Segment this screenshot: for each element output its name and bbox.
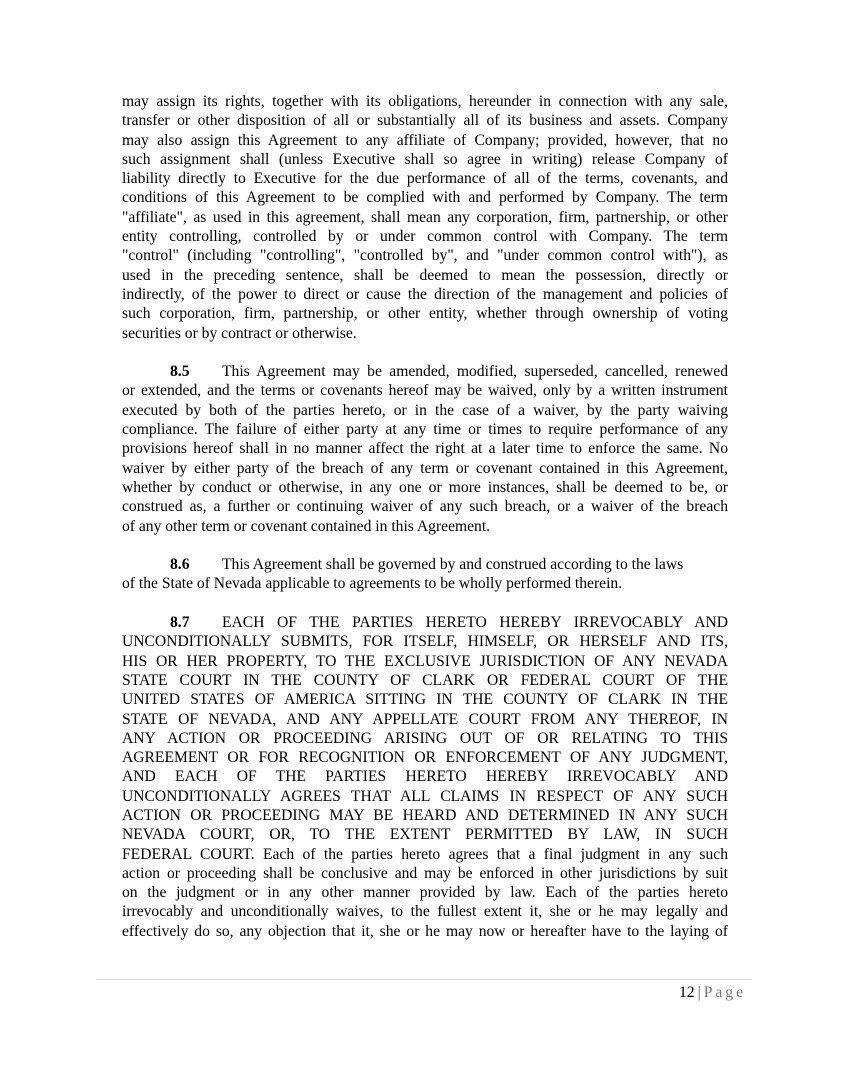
line-text: AND EACH OF THE PARTIES HERETO HEREBY IRREVOCABLY AND [122, 768, 728, 786]
section-8-5 [122, 362, 728, 536]
line-text: may assign its rights, together with its obligations, hereunder in connection with any sale, [122, 93, 728, 110]
text-line [122, 401, 728, 420]
line-text: action or proceeding shall be conclusive and may be enforced in other jurisdictions by suit [122, 864, 728, 882]
line-text: securities or by contract or otherwise. [122, 324, 357, 342]
text-line [122, 845, 728, 864]
text-line [122, 304, 728, 323]
line-text: of any other term or covenant contained in this Agreement. [122, 517, 491, 535]
text-line [122, 864, 728, 883]
document-body [122, 92, 728, 960]
text-line [122, 92, 728, 111]
text-line [122, 517, 728, 536]
line-text: used in the preceding sentence, shall be deemed to mean the possession, directly or [122, 266, 728, 284]
text-line [122, 574, 728, 593]
footer-divider [96, 979, 752, 980]
text-line [122, 478, 728, 497]
text-line [122, 787, 728, 806]
text-line [122, 111, 728, 130]
line-text: This Agreement shall be governed by and construed according to the laws [222, 556, 684, 574]
text-line [122, 266, 728, 285]
line-text: effectively do so, any objection that it, she or he may now or hereafter have to the laying of [122, 922, 728, 940]
line-text: EACH OF THE PARTIES HERETO HEREBY IRREVOCABLY AND [222, 614, 728, 632]
text-line [122, 497, 728, 516]
section-8-7 [122, 613, 728, 941]
text-line [122, 767, 728, 786]
page-label: Page [703, 984, 746, 1001]
text-line [122, 285, 728, 304]
line-text: UNCONDITIONALLY AGREES THAT ALL CLAIMS IN RESPECT OF ANY SUCH [122, 787, 728, 805]
line-text: waiver by either party of the breach of any term or covenant contained in this Agreement, [122, 459, 728, 477]
line-text: construed as, a further or continuing waiver of any such breach, or a waiver of the breach [122, 498, 728, 516]
text-line [122, 362, 728, 381]
line-text: provisions hereof shall in no manner affect the right at a later time to enforce the same. No [122, 440, 728, 458]
footer-separator: | [697, 984, 701, 1001]
line-text: such assignment shall (unless Executive shall so agree in writing) release Company of [122, 150, 728, 168]
line-text: of the State of Nevada applicable to agreements to be wholly performed therein. [122, 575, 623, 593]
text-line [122, 690, 728, 709]
text-line [122, 671, 728, 690]
text-line [122, 227, 728, 246]
line-text: conditions of this Agreement to be complied with and performed by Company. The term [122, 189, 728, 207]
text-line [122, 459, 728, 478]
page-number: 12 [678, 984, 695, 1001]
section-number: 8.5 [170, 363, 190, 381]
line-text: ACTION OR PROCEEDING MAY BE HEARD AND DETERMINED IN ANY SUCH [122, 806, 728, 824]
line-text: ANY ACTION OR PROCEEDING ARISING OUT OF OR RELATING TO THIS [122, 729, 728, 747]
text-line [122, 188, 728, 207]
text-line [122, 381, 728, 400]
line-text: such corporation, firm, partnership, or other entity, whether through ownership of voting [122, 305, 728, 323]
text-line [122, 825, 728, 844]
line-text: FEDERAL COURT. Each of the parties hereto agrees that a final judgment in any such [122, 845, 728, 863]
text-line [122, 208, 728, 227]
text-line [122, 632, 728, 651]
line-text: indirectly, of the power to direct or cause the direction of the management and policies of [122, 285, 728, 303]
text-line [122, 652, 728, 671]
text-line [122, 324, 728, 343]
text-line [122, 420, 728, 439]
text-line [122, 555, 728, 574]
line-text: or extended, and the terms or covenants hereof may be waived, only by a written instrument [122, 382, 728, 400]
text-line [122, 613, 728, 632]
line-text: irrevocably and unconditionally waives, to the fullest extent it, she or he may legally and [122, 903, 728, 921]
text-line [122, 902, 728, 921]
section-8-6 [122, 555, 728, 594]
line-text: NEVADA COURT, OR, TO THE EXTENT PERMITTED BY LAW, IN SUCH [122, 826, 728, 844]
page-footer [679, 984, 746, 1002]
text-line [122, 729, 728, 748]
line-text: STATE COURT IN THE COUNTY OF CLARK OR FEDERAL COURT OF THE [122, 671, 728, 689]
line-text: STATE OF NEVADA, AND ANY APPELLATE COURT FROM ANY THEREOF, IN [122, 710, 728, 728]
line-text: "affiliate", as used in this agreement, shall mean any corporation, firm, partnership, or other [122, 208, 728, 226]
line-text: transfer or other disposition of all or substantially all of its business and assets. Company [122, 112, 728, 130]
text-line [122, 131, 728, 150]
line-text: UNCONDITIONALLY SUBMITS, FOR ITSELF, HIMSELF, OR HERSELF AND ITS, [122, 633, 728, 651]
text-line [122, 710, 728, 729]
section-number: 8.6 [170, 556, 190, 574]
text-line [122, 806, 728, 825]
line-text: entity controlling, controlled by or under common control with Company. The term [122, 228, 728, 246]
section-number: 8.7 [170, 614, 190, 632]
paragraph-continued [122, 92, 728, 343]
line-text: "control" (including "controlling", "controlled by", and "under common control with"), as [122, 247, 728, 265]
text-line [122, 883, 728, 902]
text-line [122, 246, 728, 265]
line-text: whether by conduct or otherwise, in any one or more instances, shall be deemed to be, or [122, 478, 728, 496]
line-text: AGREEMENT OR FOR RECOGNITION OR ENFORCEMENT OF ANY JUDGMENT, [122, 749, 728, 767]
line-text: on the judgment or in any other manner provided by law. Each of the parties hereto [122, 884, 728, 902]
text-line [122, 748, 728, 767]
line-text: may also assign this Agreement to any affiliate of Company; provided, however, that no [122, 131, 728, 149]
text-line [122, 150, 728, 169]
line-text: liability directly to Executive for the due performance of all of the terms, covenants, and [122, 170, 728, 188]
line-text: UNITED STATES OF AMERICA SITTING IN THE COUNTY OF CLARK IN THE [122, 691, 728, 709]
line-text: compliance. The failure of either party at any time or times to require performance of any [122, 421, 728, 439]
line-text: HIS OR HER PROPERTY, TO THE EXCLUSIVE JURISDICTION OF ANY NEVADA [122, 652, 728, 670]
text-line [122, 922, 728, 941]
line-text: This Agreement may be amended, modified, superseded, cancelled, renewed [222, 363, 728, 381]
text-line [122, 439, 728, 458]
line-text: executed by both of the parties hereto, or in the case of a waiver, by the party waiving [122, 401, 728, 419]
text-line [122, 169, 728, 188]
